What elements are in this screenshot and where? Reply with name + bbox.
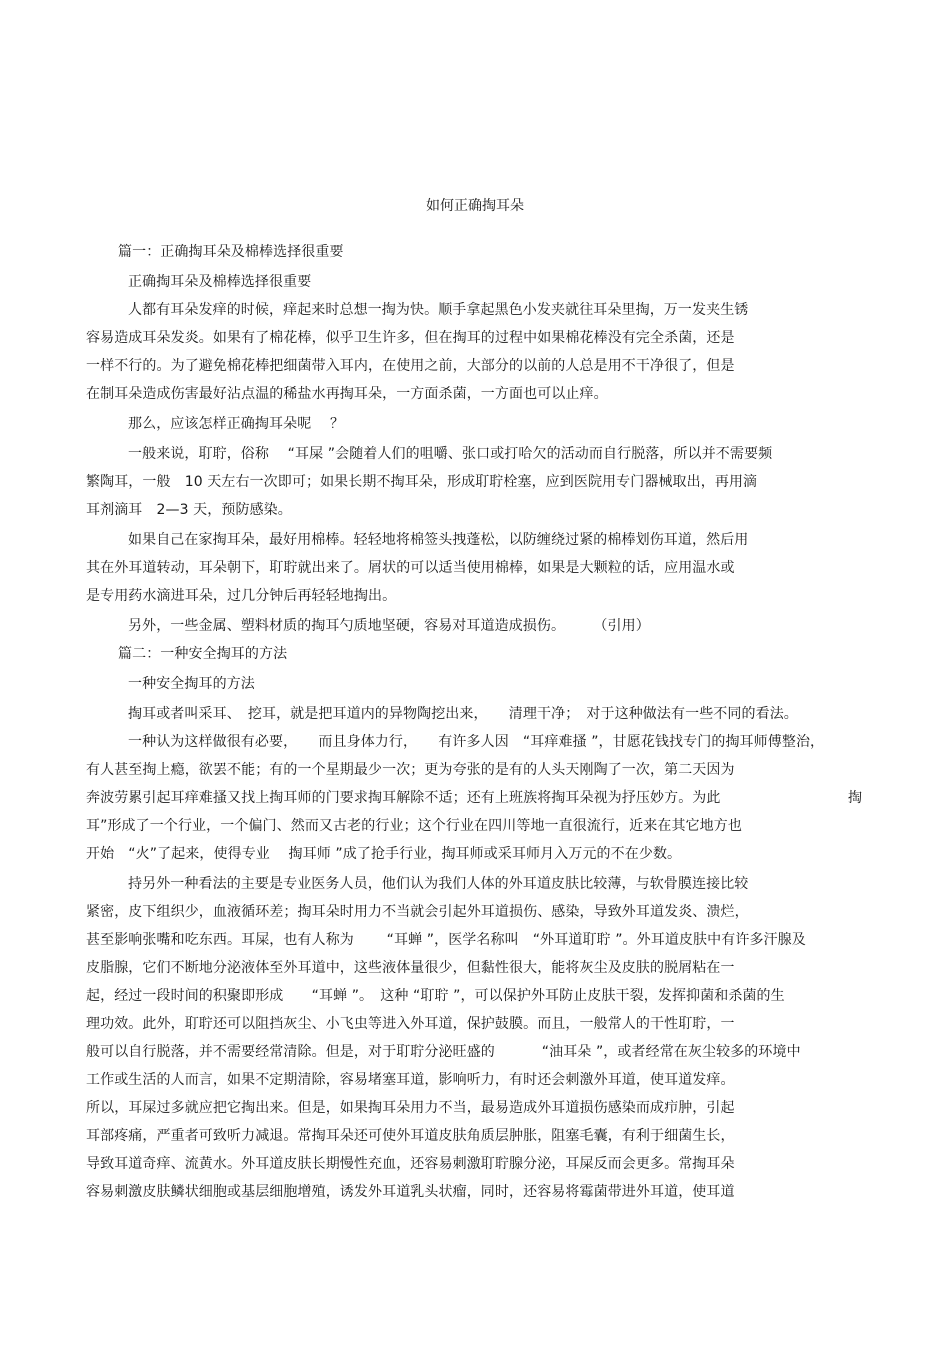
text-line: 耳部疼痛，严重者可致听力减退。常掏耳朵还可使外耳道皮肤角质层肿胀，阻塞毛囊，有利于细菌生长， (86, 1128, 735, 1144)
text-line: 甚至影响张嘴和吃东西。耳屎，也有人称为 “耳蝉 ”，医学名称叫 “外耳道耵聍 ”。外耳道皮肤中有许多汗腺及 (86, 932, 806, 948)
text-line: 是专用药水滴进耳朵，过几分钟后再轻轻地掏出。 (86, 588, 397, 604)
subheading-2: 一种安全掏耳的方法 (128, 676, 255, 692)
text-line: 起，经过一段时间的积聚即形成 “耳蝉 ”。 这种 “耵聍 ”，可以保护外耳防止皮肤干裂，发挥抑菌和杀菌的生 (86, 988, 785, 1004)
text-line: 如果自己在家掏耳朵，最好用棉棒。轻轻地将棉签头拽蓬松，以防缠绕过紧的棉棒划伤耳道，然后用 (128, 532, 749, 548)
text-line: 容易造成耳朵发炎。如果有了棉花棒，似乎卫生许多，但在掏耳的过程中如果棉花棒没有完全杀菌，还是 (86, 330, 735, 346)
text-line: 其在外耳道转动，耳朵朝下，耵聍就出来了。屑状的可以适当使用棉棒，如果是大颗粒的话，应用温水或 (86, 560, 735, 576)
text-line: 掏耳或者叫采耳、 挖耳，就是把耳道内的异物陶挖出来， 清理干净； 对于这种做法有一些不同的看法。 (128, 706, 798, 722)
text-line: 有人甚至掏上瘾，欲罢不能；有的一个星期最少一次；更为夸张的是有的人头天刚陶了一次，第二天因为 (86, 762, 735, 778)
document-title: 如何正确掏耳朵 (426, 198, 524, 214)
text-line: 那么，应该怎样正确掏耳朵呢 ？ (128, 416, 345, 432)
text-line: 繁陶耳，一般 10 天左右一次即可；如果长期不掏耳朵，形成耵聍栓塞，应到医院用专门器械取出，再用滴 (86, 474, 758, 490)
text-line: 开始 “火”了起来，使得专业 掏耳师 ”成了抢手行业，掏耳师或采耳师月入万元的不在少数。 (86, 846, 682, 862)
text-line: 紧密，皮下组织少，血液循环差；掏耳朵时用力不当就会引起外耳道损伤、感染，导致外耳道发炎、溃烂， (86, 904, 749, 920)
text-line: 所以，耳屎过多就应把它掏出来。但是，如果掏耳朵用力不当，最易造成外耳道损伤感染而成疖肿，引起 (86, 1100, 735, 1116)
text-line: 般可以自行脱落，并不需要经常清除。但是，对于耵聍分泌旺盛的 “油耳朵 ”，或者经常在灰尘较多的环境中 (86, 1044, 801, 1060)
text-line: 掏 (848, 790, 863, 806)
text-line: 人都有耳朵发痒的时候，痒起来时总想一掏为快。顺手拿起黑色小发夹就往耳朵里掏，万一发夹生锈 (128, 302, 749, 318)
text-line: 皮脂腺，它们不断地分泌液体至外耳道中，这些液体量很少，但黏性很大，能将灰尘及皮肤的脱屑粘在一 (86, 960, 735, 976)
text-line: 另外，一些金属、塑料材质的掏耳勺质地坚硬，容易对耳道造成损伤。 （引用） (128, 618, 650, 634)
text-line: 奔波劳累引起耳痒难搔又找上掏耳师的门要求掏耳解除不适；还有上班族将掏耳朵视为抒压妙方。为此 (86, 790, 721, 806)
text-line: 工作或生活的人而言，如果不定期清除，容易堵塞耳道，影响听力，有时还会刺激外耳道，使耳道发痒。 (86, 1072, 735, 1088)
subheading-1: 正确掏耳朵及棉棒选择很重要 (128, 274, 312, 290)
text-line: 一样不行的。为了避免棉花棒把细菌带入耳内，在使用之前，大部分的以前的人总是用不干净很了，但是 (86, 358, 735, 374)
text-line: 导致耳道奇痒、流黄水。外耳道皮肤长期慢性充血，还容易刺激耵聍腺分泌，耳屎反而会更多。常掏耳朵 (86, 1156, 735, 1172)
text-line: 理功效。此外，耵聍还可以阻挡灰尘、小飞虫等进入外耳道，保护鼓膜。而且，一般常人的干性耵聍，一 (86, 1016, 735, 1032)
text-line: 一般来说，耵聍，俗称 “耳屎 ”会随着人们的咀嚼、张口或打哈欠的活动而自行脱落，所以并不需要频 (128, 446, 773, 462)
text-line: 在制耳朵造成伤害最好沾点温的稀盐水再掏耳朵，一方面杀菌，一方面也可以止痒。 (86, 386, 608, 402)
section-heading-2: 篇二：一种安全掏耳的方法 (118, 646, 288, 662)
text-line: 耳剂滴耳 2—3 天，预防感染。 (86, 502, 292, 518)
section-heading-1: 篇一：正确掏耳朵及棉棒选择很重要 (118, 244, 344, 260)
text-line: 耳”形成了一个行业，一个偏门、然而又古老的行业；这个行业在四川等地一直很流行，近来在其它地方也 (86, 818, 742, 834)
text-line: 一种认为这样做很有必要， 而且身体力行， 有许多人因 “耳痒难搔 ”，甘愿花钱找专门的掏耳师傅整治， (128, 734, 825, 750)
text-line: 容易刺激皮肤鳞状细胞或基层细胞增殖，诱发外耳道乳头状瘤，同时，还容易将霉菌带进外耳道，使耳道 (86, 1184, 735, 1200)
text-line: 持另外一种看法的主要是专业医务人员，他们认为我们人体的外耳道皮肤比较薄，与软骨膜连接比较 (128, 876, 749, 892)
